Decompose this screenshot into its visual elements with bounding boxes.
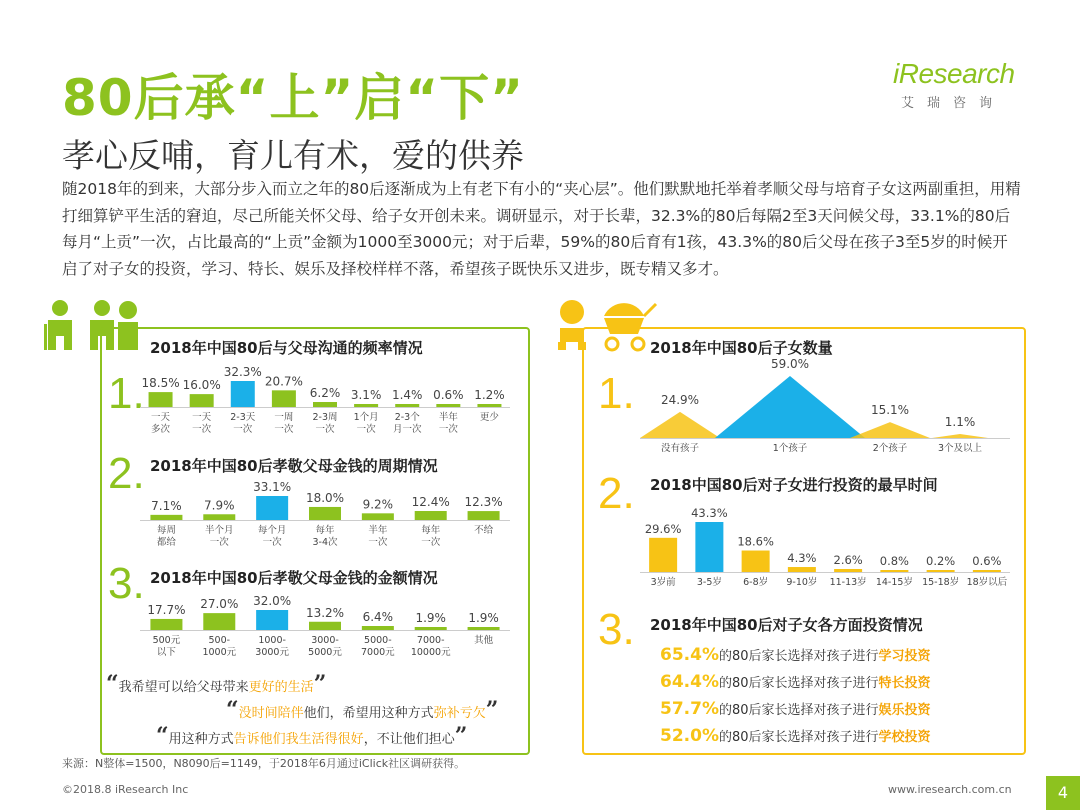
bar — [973, 570, 1001, 572]
section-number-1: 1. — [598, 369, 635, 418]
bar — [880, 570, 908, 572]
amount-chart-title: 2018年中国80后孝敬父母金钱的金额情况 — [150, 569, 438, 587]
source-note: 来源：N整体=1500，N8090后=1149，于2018年6月通过iClick社区调研获得。 — [62, 757, 466, 770]
logo-text: iResearch — [893, 58, 1015, 89]
data-label: 59.0% — [770, 357, 810, 371]
category-label: 11-13岁 — [829, 577, 867, 588]
bar — [150, 515, 182, 520]
category-label: 半年一次 — [368, 525, 388, 548]
category-label: 更少 — [479, 412, 499, 423]
website-url: www.iresearch.com.cn — [888, 783, 1012, 796]
data-label: 9.2% — [362, 497, 394, 512]
section-number-3: 3. — [598, 605, 635, 654]
data-label: 20.7% — [264, 374, 303, 389]
data-label: 18.0% — [305, 490, 345, 505]
bar — [415, 511, 447, 520]
category-label: 18岁以后 — [966, 577, 1008, 588]
close-quote-icon: ” — [313, 671, 327, 697]
category-label: 2-3个月一次 — [392, 412, 422, 435]
data-label: 18.5% — [141, 376, 180, 391]
bar — [203, 613, 235, 630]
freq-bar-chart — [140, 355, 520, 445]
area-peak — [932, 434, 988, 438]
period-chart-title: 2018年中国80后孝敬父母金钱的周期情况 — [150, 457, 438, 475]
category-label: 7000-10000元 — [410, 635, 451, 658]
quote-2: “没时间陪伴他们，希望用这种方式弥补亏欠” — [226, 697, 499, 723]
area-peak — [850, 422, 930, 438]
investment-row: 65.4%的80后家长选择对孩子进行学习投资 — [660, 645, 931, 665]
data-label: 0.8% — [879, 554, 909, 568]
category-label: 1个孩子 — [772, 443, 808, 454]
data-label: 0.2% — [926, 554, 956, 568]
bar — [313, 402, 337, 407]
data-label: 1.9% — [468, 611, 499, 625]
bar — [150, 619, 182, 630]
bar — [190, 394, 214, 407]
category-label: 2-3周一次 — [312, 412, 338, 435]
children-chart-title: 2018年中国80后子女数量 — [650, 339, 833, 357]
category-label: 一天多次 — [151, 412, 171, 435]
bar — [354, 404, 378, 407]
data-label: 12.4% — [411, 495, 450, 510]
bar — [256, 496, 288, 520]
data-label: 7.9% — [204, 498, 235, 513]
close-quote-icon: ” — [485, 697, 499, 723]
data-label: 27.0% — [200, 597, 239, 612]
bar — [695, 522, 723, 572]
category-label: 每周都给 — [156, 525, 176, 548]
open-quote-icon: “ — [156, 723, 169, 749]
category-label: 3个及以上 — [937, 443, 983, 454]
data-label: 1.9% — [415, 611, 446, 625]
category-label: 每年一次 — [421, 525, 441, 548]
data-label: 6.4% — [362, 610, 394, 624]
intro-paragraph: 随2018年的到来，大部分步入而立之年的80后逐渐成为上有老下有小的“夹心层”。他们默默地托举着孝顺父母与培育子女这两副重担，用精打细算铲平生活的窘迫，尽己所能关怀父母、给子女开创未来。调研显示，对于长辈，32.3%的80后每隔2至3天问候父母，33.1%的80后每月“上贡”一次，占比最高的“上贡”金额为1000至3000元；对于后辈，59%的80后育有1孩，43.3%的80后父母在孩子3至5岁的时候开启了对子女的投资，学习、特长、娱乐及择校样样不落，希望孩子既快乐又进步，既专精又多才。 — [62, 180, 1021, 278]
bar — [362, 513, 394, 520]
bar — [362, 626, 394, 630]
category-label: 半个月一次 — [205, 525, 234, 548]
bar — [834, 569, 862, 572]
data-label: 33.1% — [253, 480, 292, 494]
data-label: 24.9% — [660, 392, 700, 407]
data-label: 16.0% — [182, 378, 221, 393]
data-label: 13.2% — [305, 605, 345, 620]
category-label: 其他 — [474, 635, 494, 646]
category-label: 3-5岁 — [696, 577, 722, 588]
category-label: 没有孩子 — [660, 443, 700, 454]
category-label: 9-10岁 — [786, 577, 818, 588]
investment-row: 64.4%的80后家长选择对孩子进行特长投资 — [660, 672, 931, 692]
category-label: 3岁前 — [650, 577, 676, 588]
invest-age-chart-title: 2018中国80后对子女进行投资的最早时间 — [650, 476, 938, 494]
category-label: 1个月一次 — [353, 412, 379, 435]
category-label: 500-1000元 — [202, 635, 237, 658]
bar — [395, 404, 419, 407]
data-label: 2.6% — [833, 552, 863, 567]
bar — [309, 622, 341, 630]
category-label: 500元以下 — [152, 635, 181, 658]
data-label: 18.6% — [737, 534, 774, 549]
data-label: 7.1% — [151, 498, 182, 513]
bar — [477, 404, 501, 407]
category-label: 6-8岁 — [743, 577, 769, 588]
page-title: 80后承“上”启“下” — [62, 69, 525, 127]
data-label: 6.2% — [309, 386, 341, 401]
category-label: 一天一次 — [192, 412, 212, 435]
investment-row: 52.0%的80后家长选择对孩子进行学校投资 — [660, 726, 931, 746]
data-label: 3.1% — [350, 388, 382, 402]
bar — [149, 392, 173, 407]
data-label: 0.6% — [972, 554, 1002, 568]
bar — [231, 381, 255, 407]
data-label: 0.6% — [433, 388, 464, 402]
logo-subtext: 艾瑞咨询 — [901, 96, 1006, 111]
quote-1: “我希望可以给父母带来更好的生活” — [106, 671, 327, 697]
category-label: 5000-7000元 — [361, 635, 395, 658]
close-quote-icon: ” — [454, 723, 468, 749]
iresearch-logo — [893, 58, 1033, 130]
category-label: 14-15岁 — [875, 577, 913, 588]
category-label: 2-3天一次 — [230, 412, 256, 435]
bar — [272, 390, 296, 407]
data-label: 1.4% — [391, 388, 423, 402]
section-number-3: 3. — [108, 559, 145, 608]
investment-title: 2018年中国80后对子女各方面投资情况 — [650, 616, 923, 634]
page-number: 4 — [1046, 776, 1080, 810]
bar — [468, 511, 500, 520]
bar — [788, 567, 816, 572]
freq-chart-title: 2018年中国80后与父母沟通的频率情况 — [150, 339, 423, 357]
period-bar-chart — [140, 472, 520, 557]
category-label: 半年一次 — [438, 412, 458, 435]
data-label: 1.2% — [474, 388, 505, 402]
investment-row: 57.7%的80后家长选择对孩子进行娱乐投资 — [660, 699, 931, 719]
section-number-1: 1. — [108, 369, 145, 418]
quote-3: “用这种方式告诉他们我生活得很好，不让他们担心” — [156, 723, 468, 749]
category-label: 3000-5000元 — [308, 635, 342, 658]
category-label: 每个月一次 — [257, 525, 287, 548]
bar — [927, 570, 955, 572]
data-label: 15.1% — [870, 403, 910, 418]
data-label: 29.6% — [644, 521, 682, 536]
category-label: 每年 3-4次 — [312, 525, 338, 548]
bar — [203, 514, 235, 520]
page-subtitle: 孝心反哺，育儿有术，爱的供养 — [62, 136, 524, 175]
data-label: 43.3% — [691, 506, 728, 520]
data-label: 1.1% — [944, 415, 976, 429]
amount-bar-chart — [140, 584, 520, 664]
data-label: 17.7% — [147, 602, 186, 617]
bar — [742, 551, 770, 572]
bar — [436, 404, 460, 407]
section-number-2: 2. — [598, 469, 635, 518]
copyright: ©2018.8 iResearch Inc — [62, 783, 189, 796]
category-label: 15-18岁 — [922, 577, 960, 588]
bar — [649, 538, 677, 572]
data-label: 32.3% — [223, 365, 262, 379]
category-label: 一周一次 — [274, 412, 294, 435]
category-label: 1000-3000元 — [255, 635, 289, 658]
bar — [256, 610, 288, 630]
data-label: 4.3% — [787, 551, 817, 566]
bar — [415, 627, 447, 630]
data-label: 32.0% — [253, 594, 292, 608]
data-label: 12.3% — [464, 495, 503, 510]
invest-age-bar-chart — [640, 496, 1010, 600]
area-peak — [640, 412, 720, 438]
category-label: 不给 — [474, 525, 494, 536]
area-peak — [715, 376, 865, 438]
category-label: 2个孩子 — [872, 443, 908, 454]
open-quote-icon: “ — [106, 671, 119, 697]
children-count-chart — [640, 358, 1010, 458]
section-number-2: 2. — [108, 449, 145, 498]
bar — [468, 627, 500, 630]
open-quote-icon: “ — [226, 697, 239, 723]
bar — [309, 507, 341, 520]
